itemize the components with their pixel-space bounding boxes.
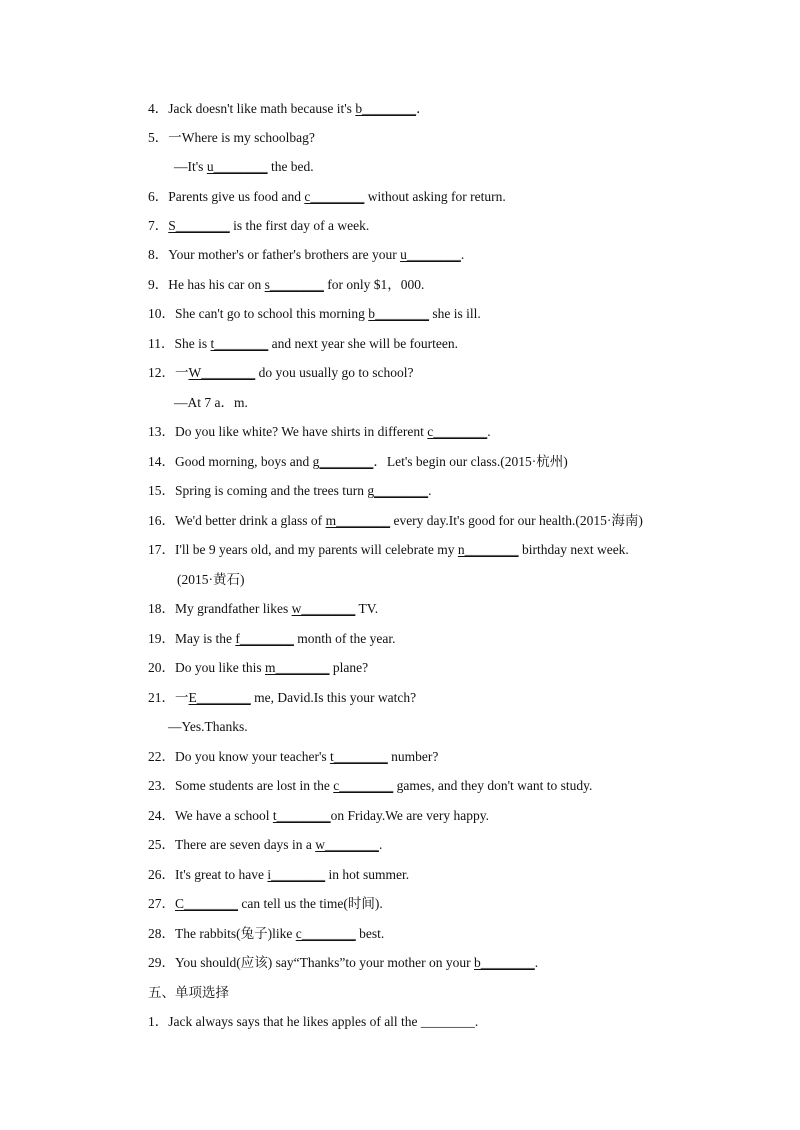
question-text: We'd better drink a glass of [175, 513, 326, 528]
question-number: 9． [148, 277, 169, 292]
question-number: 24． [148, 808, 175, 823]
answer-blank: t________ [330, 749, 388, 764]
answer-blank: f________ [235, 631, 294, 646]
question-text-end: can tell us the time(时间). [238, 896, 383, 911]
question-number: 17． [148, 542, 175, 557]
question-number: 19． [148, 631, 175, 646]
question-item [148, 276, 424, 294]
question-item [148, 129, 315, 147]
question-item [148, 895, 383, 913]
question-number: 6． [148, 189, 169, 204]
question-text: There are seven days in a [175, 837, 316, 852]
question-item [148, 423, 491, 441]
question-number: 12． [148, 365, 175, 380]
question-text-end: . [534, 955, 539, 970]
question-number: 5． [148, 130, 169, 145]
question-text-end: . [487, 424, 491, 439]
question-text-end: every day.It's good for our health.(2015·海南) [390, 513, 643, 528]
answer-blank: u________ [206, 159, 268, 174]
question-number: 25． [148, 837, 175, 852]
question-text: 一 [175, 690, 189, 705]
question-text: You should(应该) say“Thanks”to your mother on your [175, 955, 474, 970]
question-item [148, 1013, 478, 1031]
question-text-end: ． [416, 101, 430, 116]
question-number: 4． [148, 101, 169, 116]
answer-blank: b________ [368, 306, 430, 321]
answer-blank: u________ [400, 247, 461, 262]
question-text: Jack doesn't like math because it's [168, 101, 356, 116]
answer-blank: c________ [304, 189, 365, 204]
question-continuation [168, 718, 248, 736]
question-item [148, 217, 369, 235]
question-text-end: plane? [329, 660, 369, 675]
question-text-end: best. [355, 926, 385, 941]
answer-blank: s________ [264, 277, 324, 292]
question-text-end: number? [387, 749, 439, 764]
question-text-end: for only $1，000. [323, 277, 425, 292]
question-number: 18． [148, 601, 175, 616]
answer-blank: c________ [427, 424, 488, 439]
question-text-end: birthday next week. [518, 542, 629, 557]
answer-blank: w________ [291, 601, 356, 616]
answer-blank: t________ [210, 336, 269, 351]
answer-blank: c________ [333, 778, 394, 793]
question-item [148, 100, 430, 118]
answer-blank: w________ [315, 837, 379, 852]
question-text: —At 7 a．m. [174, 395, 248, 410]
question-number: 23． [148, 778, 175, 793]
question-text-end: on Friday.We are very happy. [330, 808, 489, 823]
question-item [148, 482, 431, 500]
question-text-end: . [460, 247, 465, 262]
question-number: 13． [148, 424, 175, 439]
answer-blank: c________ [295, 926, 356, 941]
question-number: 10． [148, 306, 175, 321]
question-text-end: . [428, 483, 432, 498]
question-text: He has his car on [168, 277, 265, 292]
answer-blank: b________ [355, 101, 417, 116]
question-item [148, 777, 592, 795]
question-item [148, 836, 382, 854]
question-continuation [174, 158, 314, 176]
question-item [148, 541, 629, 559]
question-number: 22． [148, 749, 175, 764]
question-item [148, 866, 409, 884]
answer-blank: b________ [473, 955, 535, 970]
answer-blank: E________ [188, 690, 251, 705]
question-text-end: games, and they don't want to study. [393, 778, 593, 793]
answer-blank: m________ [325, 513, 391, 528]
question-item [148, 600, 378, 618]
question-text: Spring is coming and the trees turn [175, 483, 368, 498]
question-item [148, 807, 489, 825]
question-number: 27． [148, 896, 175, 911]
question-number: 15． [148, 483, 175, 498]
question-item [148, 925, 384, 943]
question-item [148, 512, 643, 530]
question-item [148, 335, 458, 353]
question-text: (2015·黄石) [177, 572, 245, 587]
question-number: 20． [148, 660, 175, 675]
question-text: 一Where is my schoolbag? [168, 130, 315, 145]
answer-blank: S________ [168, 218, 230, 233]
section-heading [148, 984, 229, 1002]
question-text: Do you like this [175, 660, 265, 675]
question-number: 21． [148, 690, 175, 705]
question-text-end: ．Let's begin our class.(2015·杭州) [373, 454, 568, 469]
question-text-end: she is ill. [429, 306, 481, 321]
question-text: Your mother's or father's brothers are your [168, 247, 401, 262]
question-number: 11． [148, 336, 175, 351]
question-continuation [177, 571, 245, 589]
question-text-end: . [378, 837, 383, 852]
question-item [148, 305, 481, 323]
question-text-end: and next year she will be fourteen. [268, 336, 458, 351]
question-text: Good morning, boys and [175, 454, 313, 469]
question-text-end: without asking for return. [364, 189, 506, 204]
question-item [148, 246, 464, 264]
question-continuation [174, 394, 248, 412]
question-item [148, 188, 506, 206]
question-number: 7． [148, 218, 169, 233]
question-text-end: me, David.Is this your watch? [250, 690, 417, 705]
question-text-end: month of the year. [293, 631, 396, 646]
question-number: 1． [148, 1014, 169, 1029]
answer-blank: t________ [272, 808, 331, 823]
question-text: 五、单项选择 [148, 985, 229, 1000]
question-text: Jack always says that he likes apples of all the ________. [168, 1014, 479, 1029]
question-text: It's great to have [175, 867, 268, 882]
question-number: 26． [148, 867, 175, 882]
question-text: Do you like white? We have shirts in different [175, 424, 428, 439]
answer-blank: n________ [457, 542, 519, 557]
question-text-end: the bed. [267, 159, 314, 174]
question-text: —It's [174, 159, 207, 174]
question-item [148, 630, 395, 648]
question-item [148, 453, 568, 471]
question-item [148, 659, 368, 677]
question-text: The rabbits(兔子)like [175, 926, 296, 941]
question-text: —Yes.Thanks. [168, 719, 248, 734]
question-text: Parents give us food and [168, 189, 305, 204]
question-text: She can't go to school this morning [175, 306, 369, 321]
question-text: Do you know your teacher's [175, 749, 331, 764]
question-item [148, 364, 414, 382]
answer-blank: m________ [265, 660, 330, 675]
answer-blank: C________ [175, 896, 239, 911]
question-number: 14． [148, 454, 175, 469]
question-number: 28． [148, 926, 175, 941]
question-text: 一 [175, 365, 189, 380]
question-text-end: TV. [355, 601, 379, 616]
question-text: She is [174, 336, 211, 351]
question-item [148, 748, 438, 766]
question-text: I'll be 9 years old, and my parents will celebrate my [175, 542, 458, 557]
question-item [148, 689, 416, 707]
question-text: We have a school [175, 808, 273, 823]
question-item [148, 954, 538, 972]
answer-blank: g________ [367, 483, 429, 498]
question-text: Some students are lost in the [175, 778, 334, 793]
question-text: My grandfather likes [175, 601, 292, 616]
question-number: 8． [148, 247, 169, 262]
answer-blank: g________ [312, 454, 374, 469]
question-number: 29． [148, 955, 175, 970]
answer-blank: W________ [188, 365, 256, 380]
question-text: May is the [175, 631, 236, 646]
question-text-end: in hot summer. [325, 867, 410, 882]
answer-blank: i________ [267, 867, 326, 882]
question-text-end: is the first day of a week. [229, 218, 370, 233]
question-number: 16． [148, 513, 175, 528]
question-text-end: do you usually go to school? [255, 365, 414, 380]
